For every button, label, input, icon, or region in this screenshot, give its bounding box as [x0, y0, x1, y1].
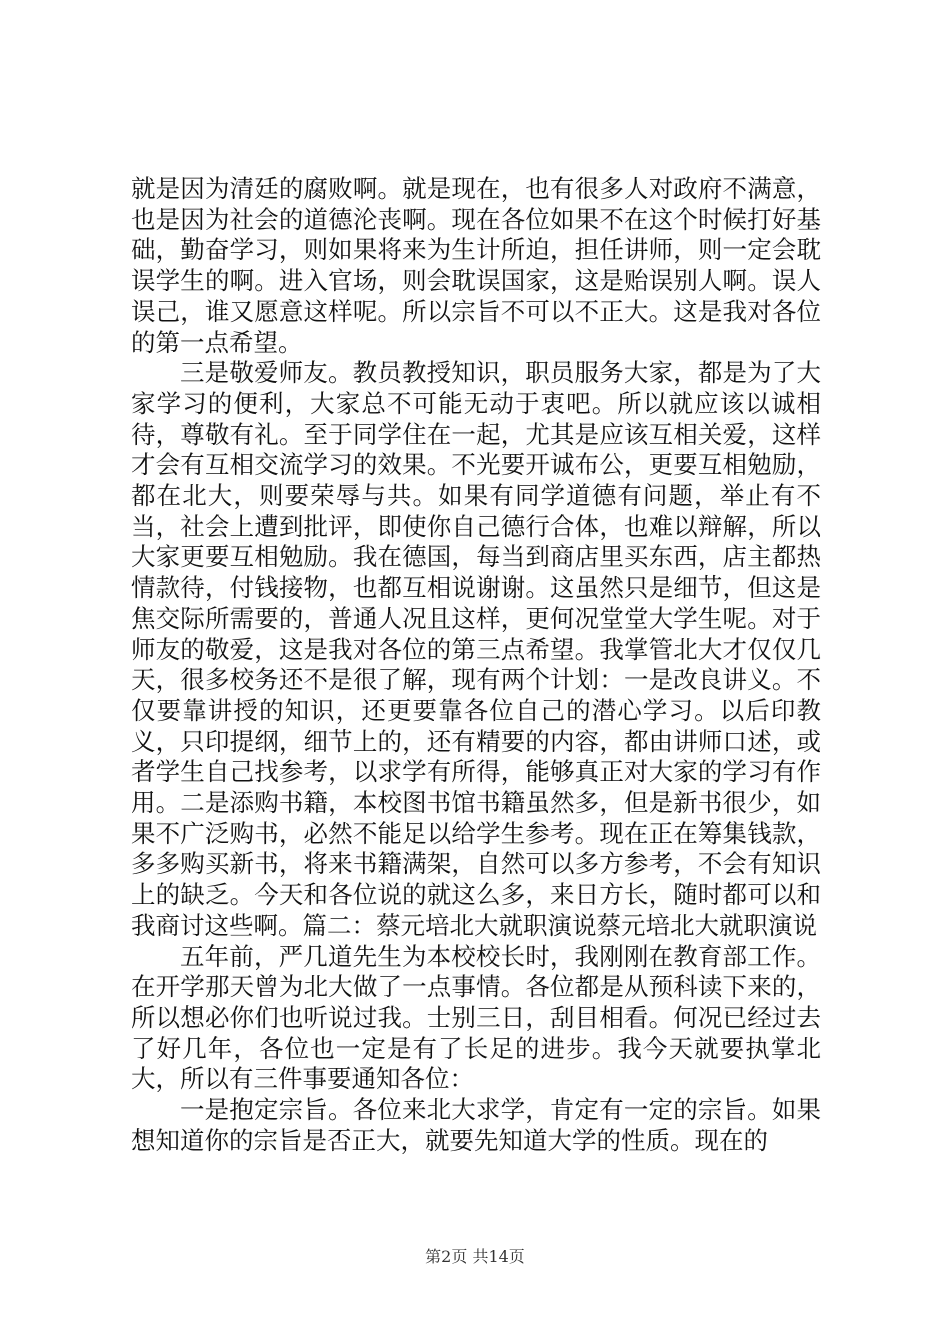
paragraph-1: 就是因为清廷的腐败啊。就是现在，也有很多人对政府不满意，也是因为社会的道德沦丧啊。现在各位如果不在这个时候打好基础，勤奋学习，则如果将来为生计所迫，担任讲师，则一定会耽误学生的啊。进入官场，则会耽误国家，这是贻误别人啊。误人误己，谁又愿意这样呢。所以宗旨不可以不正大。这是我对各位的第一点希望。 — [131, 174, 821, 357]
page-footer: 第2页 共14页 — [425, 1247, 525, 1266]
paragraph-4: 一是抱定宗旨。各位来北大求学，肯定有一定的宗旨。如果想知道你的宗旨是否正大，就要先知道大学的性质。现在的 — [131, 1095, 821, 1155]
body-text — [131, 174, 821, 1157]
paragraph-2: 三是敬爱师友。教员教授知识，职员服务大家，都是为了大家学习的便利，大家总不可能无动于衷吧。所以就应该以诚相待，尊敬有礼。至于同学住在一起，尤其是应该互相关爱，这样才会有互相交流学习的效果。不光要开诚布公，更要互相勉励，都在北大，则要荣辱与共。如果有同学道德有问题，举止有不当，社会上遭到批评，即使你自己德行合体，也难以辩解，所以大家更要互相勉励。我在德国，每当到商店里买东西，店主都热情款待，付钱接物，也都互相说谢谢。这虽然只是细节，但这是焦交际所需要的，普通人况且这样，更何况堂堂大学生呢。对于师友的敬爱，这是我对各位的第三点希望。我掌管北大才仅仅几天，很多校务还不是很了解，现有两个计划：一是改良讲义。不仅要靠讲授的知识，还更要靠各位自己的潜心学习。以后印教义，只印提纲，细节上的，还有精要的内容，都由讲师口述，或者学生自己找参考，以求学有所得，能够真正对大家的学习有作用。二是添购书籍，本校图书馆书籍虽然多，但是新书很少，如果不广泛购书，必然不能足以给学生参考。现在正在筹集钱款，多多购买新书，将来书籍满架，自然可以多方参考，不会有知识上的缺乏。今天和各位说的就这么多，来日方长，随时都可以和我商讨这些啊。篇二：蔡元培北大就职演说蔡元培北大就职演说 — [131, 358, 821, 940]
paragraph-3: 五年前，严几道先生为本校校长时，我刚刚在教育部工作。在开学那天曾为北大做了一点事情。各位都是从预科读下来的，所以想必你们也听说过我。士别三日，刮目相看。何况已经过去了好几年，各位也一定是有了长足的进步。我今天就要执掌北大，所以有三件事要通知各位： — [131, 941, 821, 1094]
